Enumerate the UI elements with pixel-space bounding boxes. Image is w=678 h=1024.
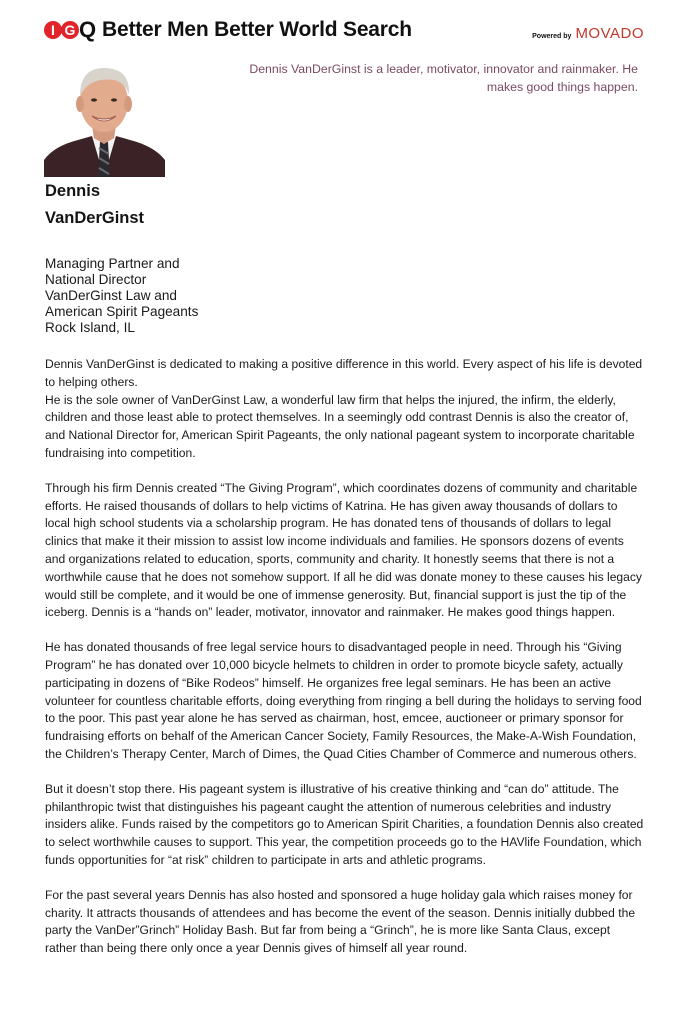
last-name: VanDerGinst [45, 209, 145, 227]
logo-letter-i: I [44, 21, 62, 39]
role-line: VanDerGinst Law and [45, 288, 177, 303]
role-line: American Spirit Pageants [45, 304, 199, 319]
page-header [44, 16, 644, 46]
sponsor-logo: MOVADO [575, 25, 644, 42]
bio-paragraph: For the past several years Dennis has also hosted and sponsored a huge holiday gala which raises money for charity. It attracts thousands of attendees and has become the event of the season. Dennis initially dubbed the party the VanDer”Grinch” Holiday Bash. But far from being a “Grinch”, he is more like Santa Claus, except rather than being there only once a year Dennis gives of himself all year round. [45, 887, 636, 956]
logo-letter-g: G [61, 21, 79, 39]
sponsor-credit [532, 25, 644, 42]
profile-photo [44, 56, 165, 177]
bio-paragraph: Through his firm Dennis created “The Giving Program”, which coordinates dozens of community and charitable efforts. He raised thousands of dollars to help victims of Katrina. He has given away thousands of dollars to local high school students via a scholarship program. He has donated tens of thousands of dollars to legal clinics that make it their mission to assist low income individuals and families. He sponsors dozens of events and organizations related to education, sports, community and charity. It honestly seems that there is not a worthwhile cause that he does not somehow support. If all he did was donate money to these causes his legacy would still be complete, and it would be one of immense generosity. But, financial support is just the tip of the iceberg. Dennis is a “hands on” leader, motivator, innovator and rainmaker. He makes good things happen. [45, 480, 642, 620]
page-title: Better Men Better World Search [102, 18, 412, 41]
bio-paragraph: But it doesn’t stop there. His pageant system is illustrative of his creative thinking and “can do” attitude. The philanthropic twist that distinguishes his pageant caught the attention of numerous celebrities and industry insiders alike. Funds raised by the competitors go to American Spirit Charities, a foundation Dennis also created to select worthwhile causes to support. This year, the competition proceeds go to the HAVlife Foundation, which funds opportunities for “at risk” children to participate in arts and athletic programs. [45, 781, 644, 867]
portrait-image [44, 56, 165, 177]
powered-by-label: Powered by [532, 33, 572, 40]
profile-tagline: Dennis VanDerGinst is a leader, motivator, innovator and rainmaker. He makes good things happen. [249, 62, 638, 94]
igq-logo [44, 18, 98, 42]
biography [45, 356, 645, 975]
bio-paragraph: He is the sole owner of VanDerGinst Law, a wonderful law firm that helps the injured, the infirm, the elderly, children and those least able to protect themselves. In a seemingly odd contrast Dennis is also the creator of, and National Director for, American Spirit Pageants, the only national pageant system to incorporate charitable fundraising into competition. [45, 392, 635, 460]
profile-role [45, 256, 198, 336]
bio-paragraph: He has donated thousands of free legal service hours to disadvantaged people in need. Through his “Giving Program” he has donated over 10,000 bicycle helmets to children in order to promote bicycle safety, actually participating in dozens of “Bike Rodeos” himself. He organizes free legal seminars. He has been an active volunteer for countless charitable efforts, doing everything from ringing a bell during the holidays to serving food to the poor. This past year alone he has served as chairman, host, emcee, auctioneer or primary sponsor for fundraising efforts on behalf of the American Cancer Society, Family Resources, the Make-A-Wish Foundation, the Children’s Therapy Center, March of Dimes, the Quad Cities Chamber of Commerce and numerous others. [45, 640, 642, 761]
profile-name [45, 178, 144, 232]
bio-paragraph: Dennis VanDerGinst is dedicated to making a positive difference in this world. Every aspect of his life is devoted to helping others. [45, 357, 643, 389]
role-line: Rock Island, IL [45, 320, 135, 335]
role-line: National Director [45, 272, 147, 287]
first-name: Dennis [45, 182, 101, 200]
role-line: Managing Partner and [45, 256, 180, 271]
logo-letter-q: Q [79, 17, 97, 42]
